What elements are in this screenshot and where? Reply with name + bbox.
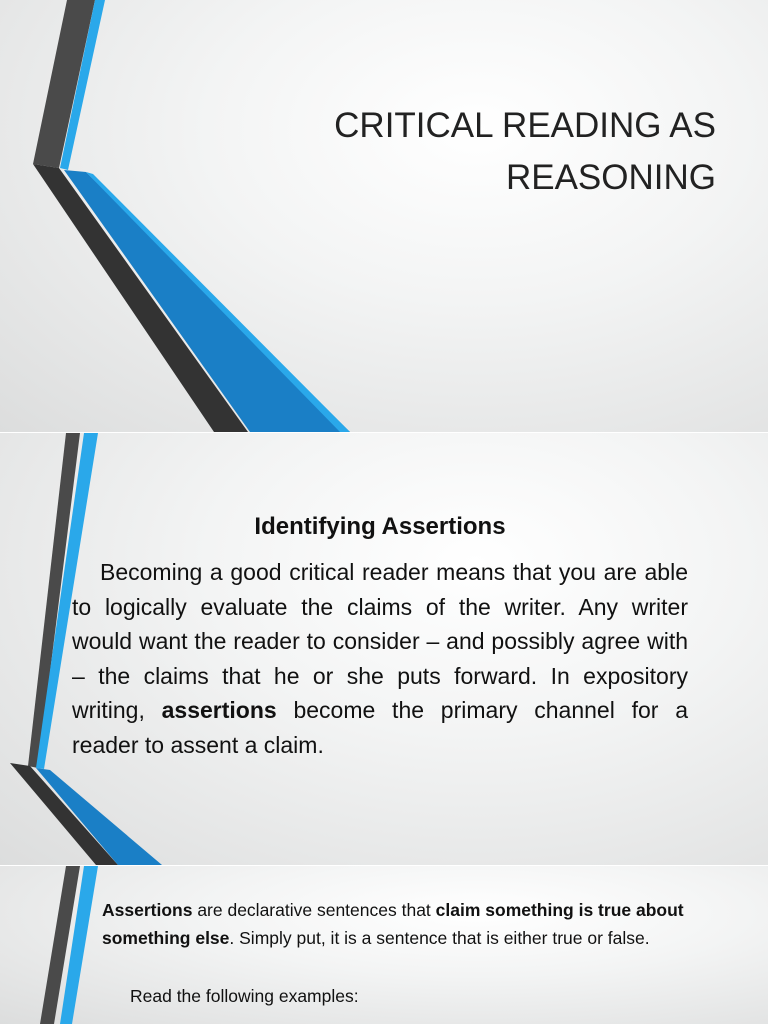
body-text-1: Becoming a good critical reader means that you are able to logically evaluate the claims of the writer. Any writer would want the reader to consider – and possibly agree with – the claims that he or she puts forward. In expository writing, — [72, 559, 688, 723]
assertions-slide — [0, 433, 768, 865]
body-bold-term: assertions — [161, 697, 277, 723]
definition-text-1: are declarative sentences that — [192, 900, 436, 920]
definition-paragraph — [102, 896, 722, 952]
slide-heading: Identifying Assertions — [254, 513, 506, 540]
bold-term-2: claim something is true about something else — [102, 900, 684, 948]
examples-intro: Read the following examples: — [130, 986, 359, 1006]
bold-term-1: Assertions — [102, 900, 193, 920]
slide-body-paragraph — [72, 555, 688, 762]
slide-title — [196, 100, 716, 204]
title-line-1: CRITICAL READING AS — [334, 106, 716, 145]
body-text-2: become the primary channel for a reader to assent a claim. — [72, 697, 688, 758]
title-slide — [0, 0, 768, 432]
slide-decoration — [0, 0, 768, 432]
definition-slide — [0, 866, 768, 1024]
title-line-2: REASONING — [505, 158, 716, 197]
definition-text-2: . Simply put, it is a sentence that is either true or false. — [229, 928, 650, 948]
